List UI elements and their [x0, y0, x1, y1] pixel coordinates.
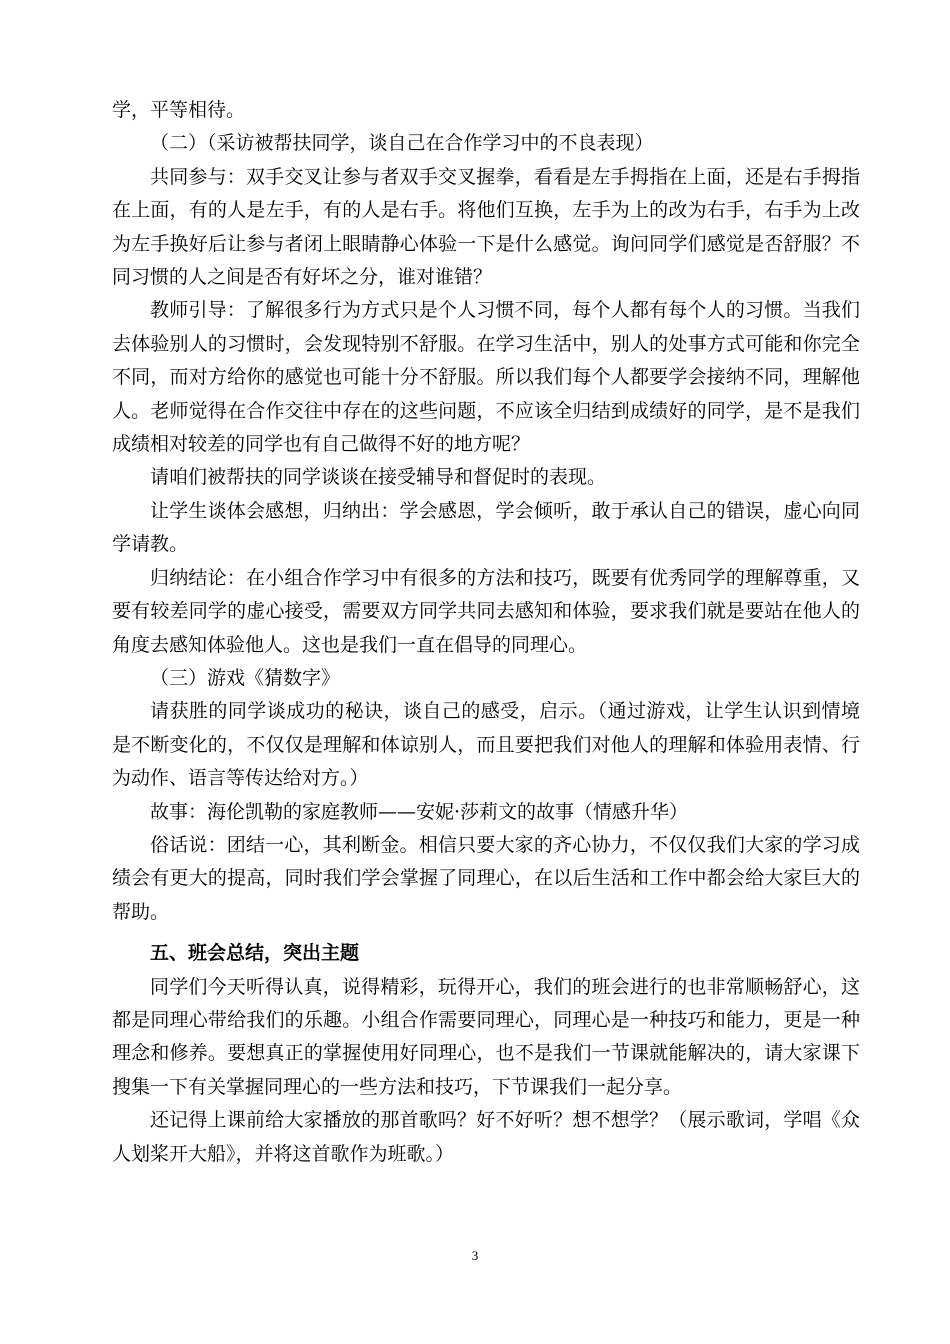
section-five-heading: 五、班会总结，突出主题 [150, 942, 360, 965]
paragraph-proverb: 俗话说：团结一心，其利断金。相信只要大家的齐心协力，不仅仅我们大家的学习成绩会有更大的提高，同时我们学会掌握了同理心，在以后生活和工作中都会给大家巨大的帮助。 [112, 833, 860, 923]
paragraph-summary: 同学们今天听得认真，说得精彩，玩得开心，我们的班会进行的也非常顺畅舒心，这都是同理心带给我们的乐趣。小组合作需要同理心，同理心是一种技巧和能力，更是一种理念和修养。要想真正的掌握使用好同理心，也不是我们一节课就能解决的，请大家课下搜集一下有关掌握同理心的一些方法和技巧，下节课我们一起分享。 [112, 975, 860, 1098]
paragraph-student-request: 请咱们被帮扶的同学谈谈在接受辅导和督促时的表现。 [150, 466, 607, 489]
section-two-title: （二）（采访被帮扶同学，谈自己在合作学习中的不良表现） [150, 132, 654, 155]
paragraph-teacher-guidance: 教师引导：了解很多行为方式只是个人习惯不同，每个人都有每个人的习惯。当我们去体验别人的习惯时，会发现特别不舒服。在学习生活中，别人的处事方式可能和你完全不同，而对方给你的感觉也可能十分不舒服。所以我们每个人都要学会接纳不同，理解他人。老师觉得在合作交往中存在的这些问题，不应该全归结到成绩好的同学，是不是我们成绩相对较差的同学也有自己做得不好的地方呢？ [112, 299, 860, 456]
paragraph-student-reflection: 让学生谈体会感想，归纳出：学会感恩，学会倾听，敢于承认自己的错误，虚心向同学请教。 [112, 499, 860, 556]
section-three-title: （三）游戏《猜数字》 [150, 666, 341, 689]
paragraph-conclusion: 归纳结论：在小组合作学习中有很多的方法和技巧，既要有优秀同学的理解尊重，又要有较差同学的虚心接受，需要双方同学共同去感知和体验，要求我们就是要站在他人的角度去感知体验他人。这也是我们一直在倡导的同理心。 [112, 566, 860, 656]
paragraph-joint-participation: 共同参与：双手交叉让参与者双手交叉握拳，看看是左手拇指在上面，还是右手拇指在上面，有的人是左手，有的人是右手。将他们互换，左手为上的改为右手，右手为上改为左手换好后让参与者闭上眼睛静心体验一下是什么感觉。询问同学们感觉是否舒服？不同习惯的人之间是否有好坏之分，谁对谁错？ [112, 165, 860, 289]
paragraph-story: 故事：海伦凯勒的家庭教师——安妮·莎莉文的故事（情感升华） [150, 800, 689, 823]
document-body [112, 94, 860, 1171]
paragraph-game-reflection: 请获胜的同学谈成功的秘诀，谈自己的感受，启示。（通过游戏，让学生认识到情境是不断变化的，不仅仅是理解和体谅别人，而且要把我们对他人的理解和体验用表情、行为动作、语言等传达给对方。） [112, 700, 860, 790]
paragraph-continuation: 学，平等相待。 [112, 99, 246, 121]
page-number: 3 [471, 1248, 479, 1263]
paragraph-song: 还记得上课前给大家播放的那首歌吗？好不好听？想不想学？（展示歌词，学唱《众人划桨开大船》，并将这首歌作为班歌。） [112, 1109, 860, 1165]
